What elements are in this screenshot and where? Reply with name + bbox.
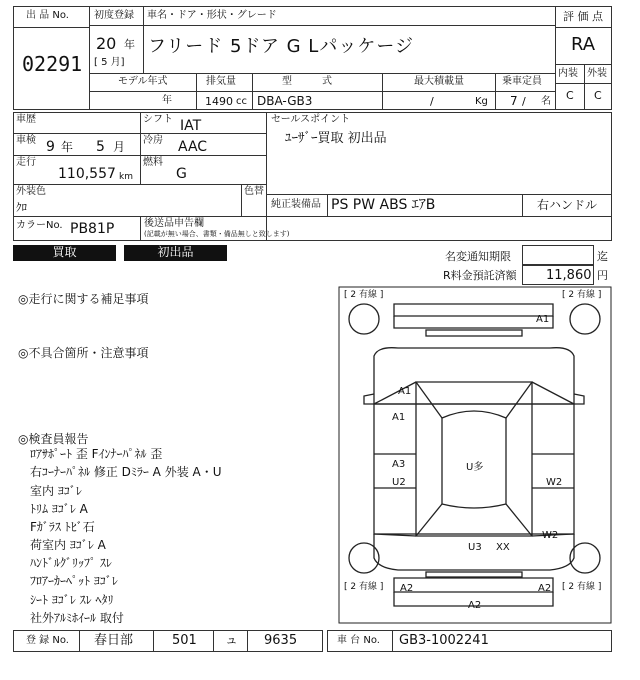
interior-label: 内装: [558, 68, 578, 79]
rating-label: 評 価 点: [563, 10, 603, 23]
damage-mark: XX: [496, 542, 510, 553]
mileage-value: 110,557: [58, 166, 116, 182]
ac-value: AAC: [178, 139, 208, 155]
mileage-unit: km: [119, 172, 133, 182]
inspector-line: ﾛｱｻﾎﾟｰﾄ 歪 Fｲﾝﾅｰﾊﾟﾈﾙ 歪: [30, 447, 163, 461]
inspector-line: Fｶﾞﾗｽ ﾄﾋﾞ石: [30, 520, 95, 534]
inspection-month: 5: [96, 139, 105, 155]
exterior-label: 外装: [587, 68, 607, 79]
inspection-year: 9: [46, 139, 55, 155]
max-load-label: 最大積載量: [414, 76, 464, 87]
model-year-unit: 年: [162, 95, 172, 106]
damage-mark: W2: [542, 530, 559, 541]
displacement-unit: cc: [236, 96, 247, 107]
equipment-label: 純正装備品: [271, 199, 321, 210]
inspector-line: 右ｺｰﾅｰﾊﾟﾈﾙ 修正 Dﾐﾗｰ A 外装 A・U: [30, 465, 222, 479]
inspector-line: 室内 ﾖｺﾞﾚ: [30, 484, 82, 498]
driving-remarks-title: ◎走行に関する補足事項: [18, 292, 149, 306]
sales-point: ﾕｰｻﾞｰ買取 初出品: [285, 131, 387, 146]
car-name: フリード 5ドア G Lパッケージ: [148, 36, 414, 57]
capacity: 7: [510, 94, 518, 108]
inspector-line: ﾊﾝﾄﾞﾙｸﾞﾘｯﾌﾟ ｽﾚ: [30, 556, 112, 570]
mileage-label: 走行: [16, 157, 36, 168]
recycle-value: 11,860: [546, 268, 592, 283]
tag-shuppin: 初出品: [124, 245, 227, 261]
displacement: 1490: [205, 95, 233, 108]
first-reg-year: 20: [96, 34, 117, 53]
post-doc-label: 後送品申告欄: [144, 218, 204, 229]
tag-kaitori: 買取: [13, 245, 116, 261]
capacity-label: 乗車定員: [502, 76, 542, 87]
chassis-label: 車 台 No.: [337, 635, 380, 646]
name-change-unit: 迄: [597, 250, 608, 263]
inspector-line: 社外ｱﾙﾐﾎｲｰﾙ 取付: [30, 611, 124, 625]
registration-kana: ュ: [225, 633, 239, 648]
exterior-grade: C: [594, 89, 602, 102]
inspector-report-title: ◎検査員報告: [18, 432, 89, 446]
damage-mark: A2: [468, 600, 482, 611]
fuel-value: G: [176, 166, 187, 182]
car-damage-diagram: [338, 286, 614, 626]
registration-label: 登 録 No.: [26, 635, 69, 646]
diagram-corner-tr: [ 2 有線 ]: [562, 290, 602, 300]
defect-remarks-title: ◎不具合箇所・注意事項: [18, 346, 149, 360]
diagram-corner-tl: [ 2 有線 ]: [344, 290, 384, 300]
ext-color-label: 外装色: [16, 186, 46, 197]
capacity-unit: 名: [541, 96, 551, 107]
first-reg-year-unit: 年: [124, 38, 135, 51]
inspector-line: 荷室内 ﾖｺﾞﾚ A: [30, 538, 106, 552]
lot-label: 出 品 No.: [26, 10, 69, 21]
model-code-label: 型 式: [282, 76, 332, 87]
name-change-label: 名変通知期限: [445, 250, 511, 263]
damage-mark: A1: [392, 412, 406, 423]
damage-mark: A2: [538, 583, 552, 594]
color-no-value: PB81P: [70, 221, 115, 237]
rating-score: RA: [571, 34, 596, 55]
sales-point-label: セールスポイント: [271, 114, 351, 125]
post-doc-note: (記載が無い場合、書類・備品無しと致します): [144, 230, 290, 238]
fuel-label: 燃料: [143, 157, 163, 168]
model-code: DBA-GB3: [257, 94, 313, 108]
model-year-label: モデル年式: [118, 76, 168, 87]
registration-area: 春日部: [94, 633, 134, 648]
name-change-box: [522, 245, 594, 265]
damage-mark: A1: [398, 386, 412, 397]
capacity-sep: /: [522, 95, 526, 108]
damage-mark: A1: [536, 314, 550, 325]
damage-mark: W2: [546, 477, 563, 488]
inspection-label: 車検: [16, 135, 36, 146]
first-reg-label: 初度登録: [94, 10, 134, 21]
damage-mark: U多: [466, 462, 484, 473]
damage-mark: A3: [392, 459, 406, 470]
ac-label: 冷房: [143, 135, 163, 146]
damage-mark: U3: [468, 542, 482, 553]
diagram-corner-br: [ 2 有線 ]: [562, 582, 602, 592]
handle-side: 右ハンドル: [537, 198, 598, 212]
registration-class: 501: [172, 633, 197, 648]
inspection-year-unit: 年: [61, 140, 74, 154]
registration-number: 9635: [264, 633, 298, 648]
diagram-corner-bl: [ 2 有線 ]: [344, 582, 384, 592]
shift-label: シフト: [143, 114, 173, 125]
displacement-label: 排気量: [206, 76, 236, 87]
recycle-unit: 円: [597, 269, 608, 282]
car-name-label: 車名・ドア・形状・グレード: [147, 10, 277, 21]
inspector-line: ﾌﾛｱｰｶｰﾍﾟｯﾄ ﾖｺﾞﾚ: [30, 574, 118, 588]
damage-mark: A2: [400, 583, 414, 594]
color-no-label: カラーNo.: [16, 220, 63, 231]
lot-number: 02291: [22, 52, 83, 76]
recycle-label: R料金預託済額: [443, 269, 517, 282]
load-unit: Kg: [475, 96, 488, 107]
chassis-number: GB3-1002241: [399, 633, 489, 648]
inspection-month-unit: 月: [113, 140, 126, 154]
history-label: 車歴: [16, 114, 36, 125]
ext-color-value: ｸﾛ: [16, 201, 27, 214]
inspector-line: ﾄﾘﾑ ﾖｺﾞﾚ A: [30, 502, 88, 516]
damage-mark: U2: [392, 477, 406, 488]
equipment-value: PS PW ABS ｴｱB: [331, 197, 436, 213]
first-reg-month: [ 5 月]: [94, 57, 125, 68]
shift-value: IAT: [180, 118, 202, 134]
max-load: /: [430, 95, 434, 108]
interior-grade: C: [566, 89, 574, 102]
inspector-line: ｼｰﾄ ﾖｺﾞﾚ ｽﾚ ﾍﾀﾘ: [30, 593, 114, 607]
color-change-label: 色替: [244, 186, 264, 197]
